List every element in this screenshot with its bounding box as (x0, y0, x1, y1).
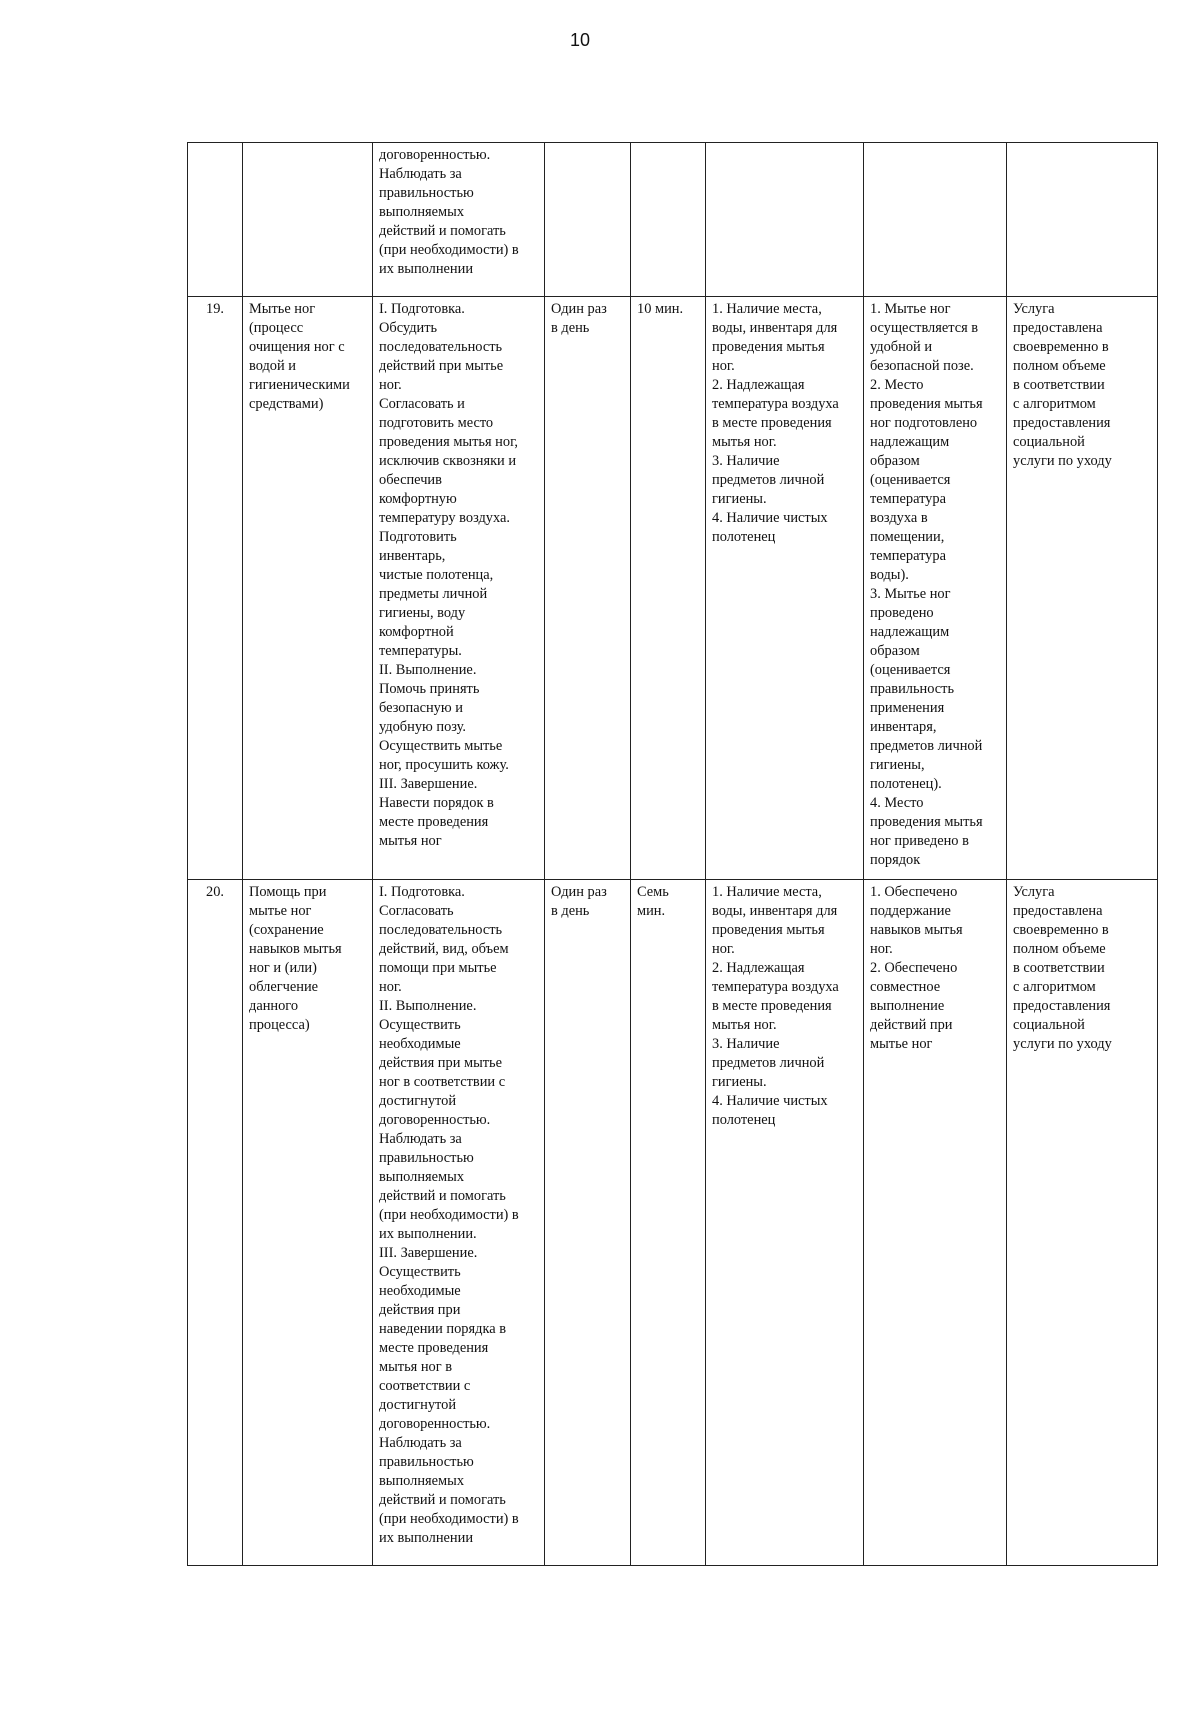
page-number: 10 (569, 30, 591, 50)
row-number-cell: 19. (188, 297, 243, 880)
services-table (187, 142, 1158, 1566)
duration-cell: 10 мин. (631, 297, 706, 880)
service-name-cell: Мытье ног (процесс очищения ног с водой и гигиеническими средствами) (243, 297, 373, 880)
frequency-cell: Один раз в день (545, 880, 631, 1566)
table-row (188, 880, 1158, 1566)
row-number-cell: 20. (188, 880, 243, 1566)
service-content-cell: I. Подготовка. Обсудить последовательность действий при мытье ног. Согласовать и подготовить место проведения мытья ног, исключив сквозняки и обеспечив комфортную температуру воздуха. Подготовить инвентарь, чистые полотенца, предметы личной гигиены, воду комфортной температуры. II. Выполнение. Помочь принять безопасную и удобную позу. Осуществить мытье ног, просушить кожу. III. Завершение. Навести порядок в месте проведения мытья ног (373, 297, 545, 880)
service-name-cell: Помощь при мытье ног (сохранение навыков мытья ног и (или) облегчение данного процесса) (243, 880, 373, 1566)
quality-indicators-cell: 1. Мытье ног осуществляется в удобной и безопасной позе. 2. Место проведения мытья ног подготовлено надлежащим образом (оценивается температура воздуха в помещении, температура воды). 3. Мытье ног проведено надлежащим образом (оценивается правильность применения инвентаря, предметов личной гигиены, полотенец). 4. Место проведения мытья ног приведено в порядок (864, 297, 1007, 880)
table-row (188, 297, 1158, 880)
conditions-cell (706, 143, 864, 297)
frequency-cell: Один раз в день (545, 297, 631, 880)
quality-indicators-cell: 1. Обеспечено поддержание навыков мытья ног. 2. Обеспечено совместное выполнение действий при мытье ног (864, 880, 1007, 1566)
quality-indicators-cell (864, 143, 1007, 297)
table-row (188, 143, 1158, 297)
row-number-cell (188, 143, 243, 297)
frequency-cell (545, 143, 631, 297)
duration-cell (631, 143, 706, 297)
result-cell: Услуга предоставлена своевременно в полном объеме в соответствии с алгоритмом предоставления социальной услуги по уходу (1007, 880, 1158, 1566)
service-name-cell (243, 143, 373, 297)
result-cell: Услуга предоставлена своевременно в полном объеме в соответствии с алгоритмом предоставления социальной услуги по уходу (1007, 297, 1158, 880)
service-content-cell: договоренностью. Наблюдать за правильностью выполняемых действий и помогать (при необходимости) в их выполнении (373, 143, 545, 297)
conditions-cell: 1. Наличие места, воды, инвентаря для проведения мытья ног. 2. Надлежащая температура воздуха в месте проведения мытья ног. 3. Наличие предметов личной гигиены. 4. Наличие чистых полотенец (706, 297, 864, 880)
result-cell (1007, 143, 1158, 297)
conditions-cell: 1. Наличие места, воды, инвентаря для проведения мытья ног. 2. Надлежащая температура воздуха в месте проведения мытья ног. 3. Наличие предметов личной гигиены. 4. Наличие чистых полотенец (706, 880, 864, 1566)
service-content-cell: I. Подготовка. Согласовать последовательность действий, вид, объем помощи при мытье ног. II. Выполнение. Осуществить необходимые действия при мытье ног в соответствии с достигнутой договоренностью. Наблюдать за правильностью выполняемых действий и помогать (при необходимости) в их выполнении. III. Завершение. Осуществить необходимые действия при наведении порядка в месте проведения мытья ног в соответствии с достигнутой договоренностью. Наблюдать за правильностью выполняемых действий и помогать (при необходимости) в их выполнении (373, 880, 545, 1566)
duration-cell: Семь мин. (631, 880, 706, 1566)
